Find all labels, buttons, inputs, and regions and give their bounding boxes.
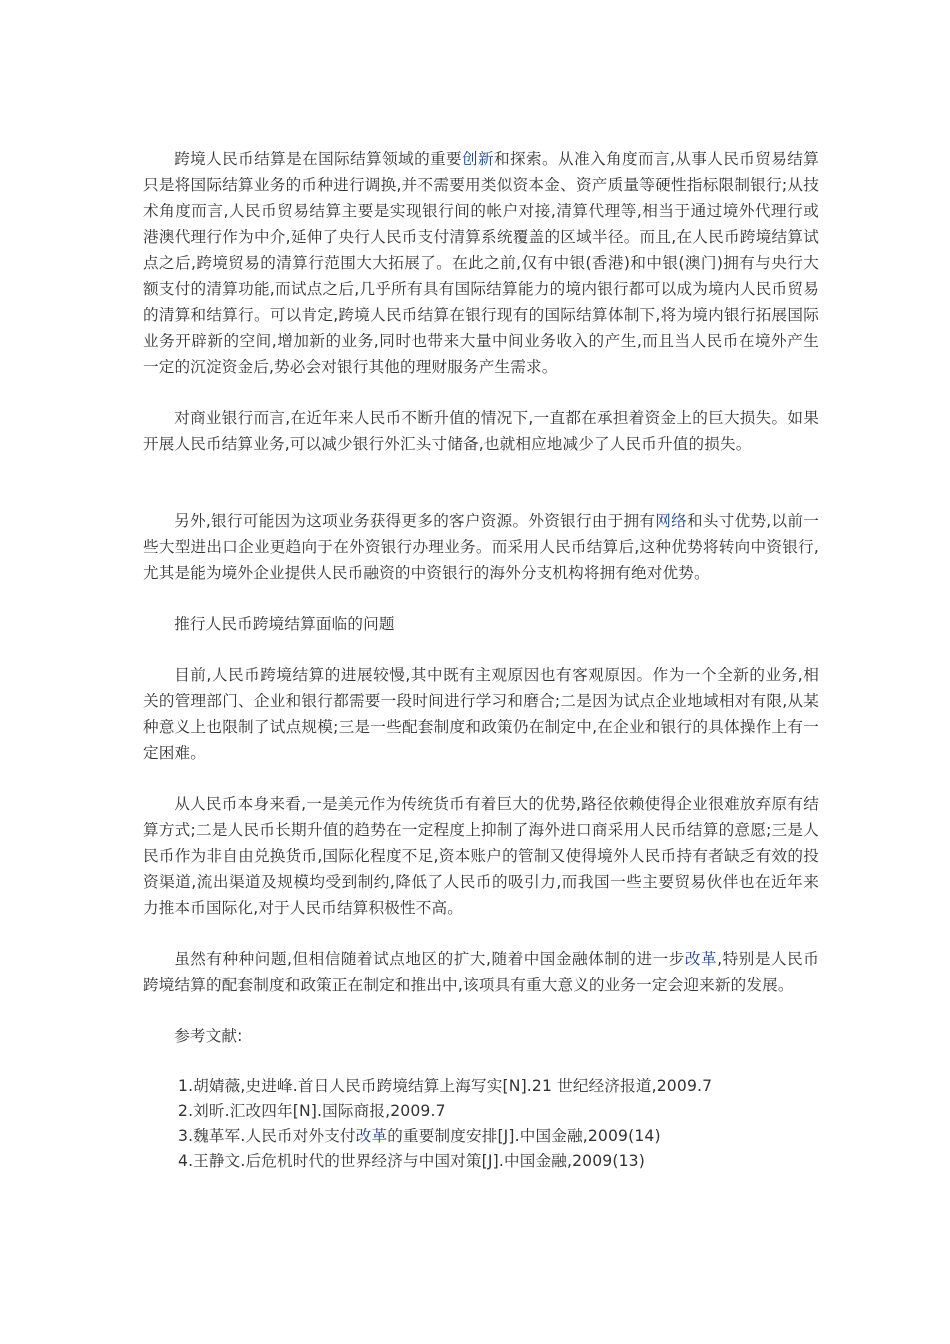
- paragraph-text: 另外,银行可能因为这项业务获得更多的客户资源。外资银行由于拥有: [174, 512, 656, 530]
- reference-item: [178, 1124, 819, 1149]
- reference-list: [143, 1074, 819, 1174]
- paragraph-current-progress: 目前,人民币跨境结算的进展较慢,其中既有主观原因也有客观原因。作为一个全新的业务,相关的管理部门、企业和银行都需要一段时间进行学习和磨合;二是因为试点企业地域相对有限,从某种意义上也限制了试点规模;三是一些配套制度和政策仍在制定中,在企业和银行的具体操作上有一定困难。: [143, 666, 819, 762]
- article-body: [143, 146, 819, 1174]
- paragraph-text: ,特别是人民币跨境结算的配套制度和政策正在制定和推出中,该项具有重大意义的业务一定会迎来新的发展。: [143, 950, 819, 994]
- paragraph-customer-resources: [143, 508, 819, 586]
- paragraph-outlook: [143, 946, 819, 998]
- paragraph-commercial-banks: 对商业银行而言,在近年来人民币不断升值的情况下,一直都在承担着资金上的巨大损失。如果开展人民币结算业务,可以减少银行外汇头寸储备,也就相应地减少了人民币升值的损失。: [143, 409, 819, 453]
- paragraph-text: 跨境人民币结算是在国际结算领域的重要: [174, 150, 463, 168]
- link-innovation[interactable]: 创新: [462, 150, 495, 168]
- link-network[interactable]: 网络: [655, 512, 687, 530]
- reference-item: 1.胡婧薇,史进峰.首日人民币跨境结算上海写实[N].21 世纪经济报道,2009.7: [178, 1077, 713, 1095]
- paragraph-text: 和头寸优势,以前一些大型进出口企业更趋向于在外资银行办理业务。而采用人民币结算后,这种优势将转向中资银行,尤其是能为境外企业提供人民币融资的中资银行的海外分支机构将拥有绝对优势。: [143, 512, 819, 582]
- paragraph-rmb-perspective: 从人民币本身来看,一是美元作为传统货币有着巨大的优势,路径依赖使得企业很难放弃原有结算方式;二是人民币长期升值的趋势在一定程度上抑制了海外进口商采用人民币结算的意愿;三是人民币作为非自由兑换货币,国际化程度不足,资本账户的管制又使得境外人民币持有者缺乏有效的投资渠道,流出渠道及规模均受到制约,降低了人民币的吸引力,而我国一些主要贸易伙伴也在近年来力推本币国际化,对于人民币结算积极性不高。: [143, 795, 819, 917]
- references-heading: 参考文献:: [174, 1027, 243, 1045]
- section-heading-problems: 推行人民币跨境结算面临的问题: [174, 615, 395, 633]
- link-reform[interactable]: 改革: [684, 950, 718, 968]
- link-reform-reference[interactable]: 改革: [355, 1127, 388, 1145]
- reference-item: 4.王静文.后危机时代的世界经济与中国对策[J].中国金融,2009(13): [178, 1152, 645, 1170]
- paragraph-text: 和探索。从准入角度而言,从事人民币贸易结算只是将国际结算业务的币种进行调换,并不需要用类似资本金、资产质量等硬性指标限制银行;从技术角度而言,人民币贸易结算主要是实现银行间的帐户对接,清算代理等,相当于通过境外代理行或港澳代理行作为中介,延伸了央行人民币支付清算系统覆盖的区域半径。而且,在人民币跨境结算试点之后,跨境贸易的清算行范围大大拓展了。在此之前,仅有中银(香港)和中银(澳门)拥有与央行大额支付的清算功能,而试点之后,几乎所有具有国际结算能力的境内银行都可以成为境内人民币贸易的清算和结算行。可以肯定,跨境人民币结算在银行现有的国际结算体制下,将为境内银行拓展国际业务开辟新的空间,增加新的业务,同时也带来大量中间业务收入的产生,而且当人民币在境外产生一定的沉淀资金后,势必会对银行其他的理财服务产生需求。: [143, 150, 819, 376]
- paragraph-text: 虽然有种种问题,但相信随着试点地区的扩大,随着中国金融体制的进一步: [174, 950, 685, 968]
- reference-text: 3.魏革军.人民币对外支付: [178, 1127, 356, 1145]
- reference-text: 的重要制度安排[J].中国金融,2009(14): [387, 1127, 661, 1145]
- paragraph-cross-border-settlement: [143, 146, 819, 380]
- reference-item: 2.刘昕.汇改四年[N].国际商报,2009.7: [178, 1102, 446, 1120]
